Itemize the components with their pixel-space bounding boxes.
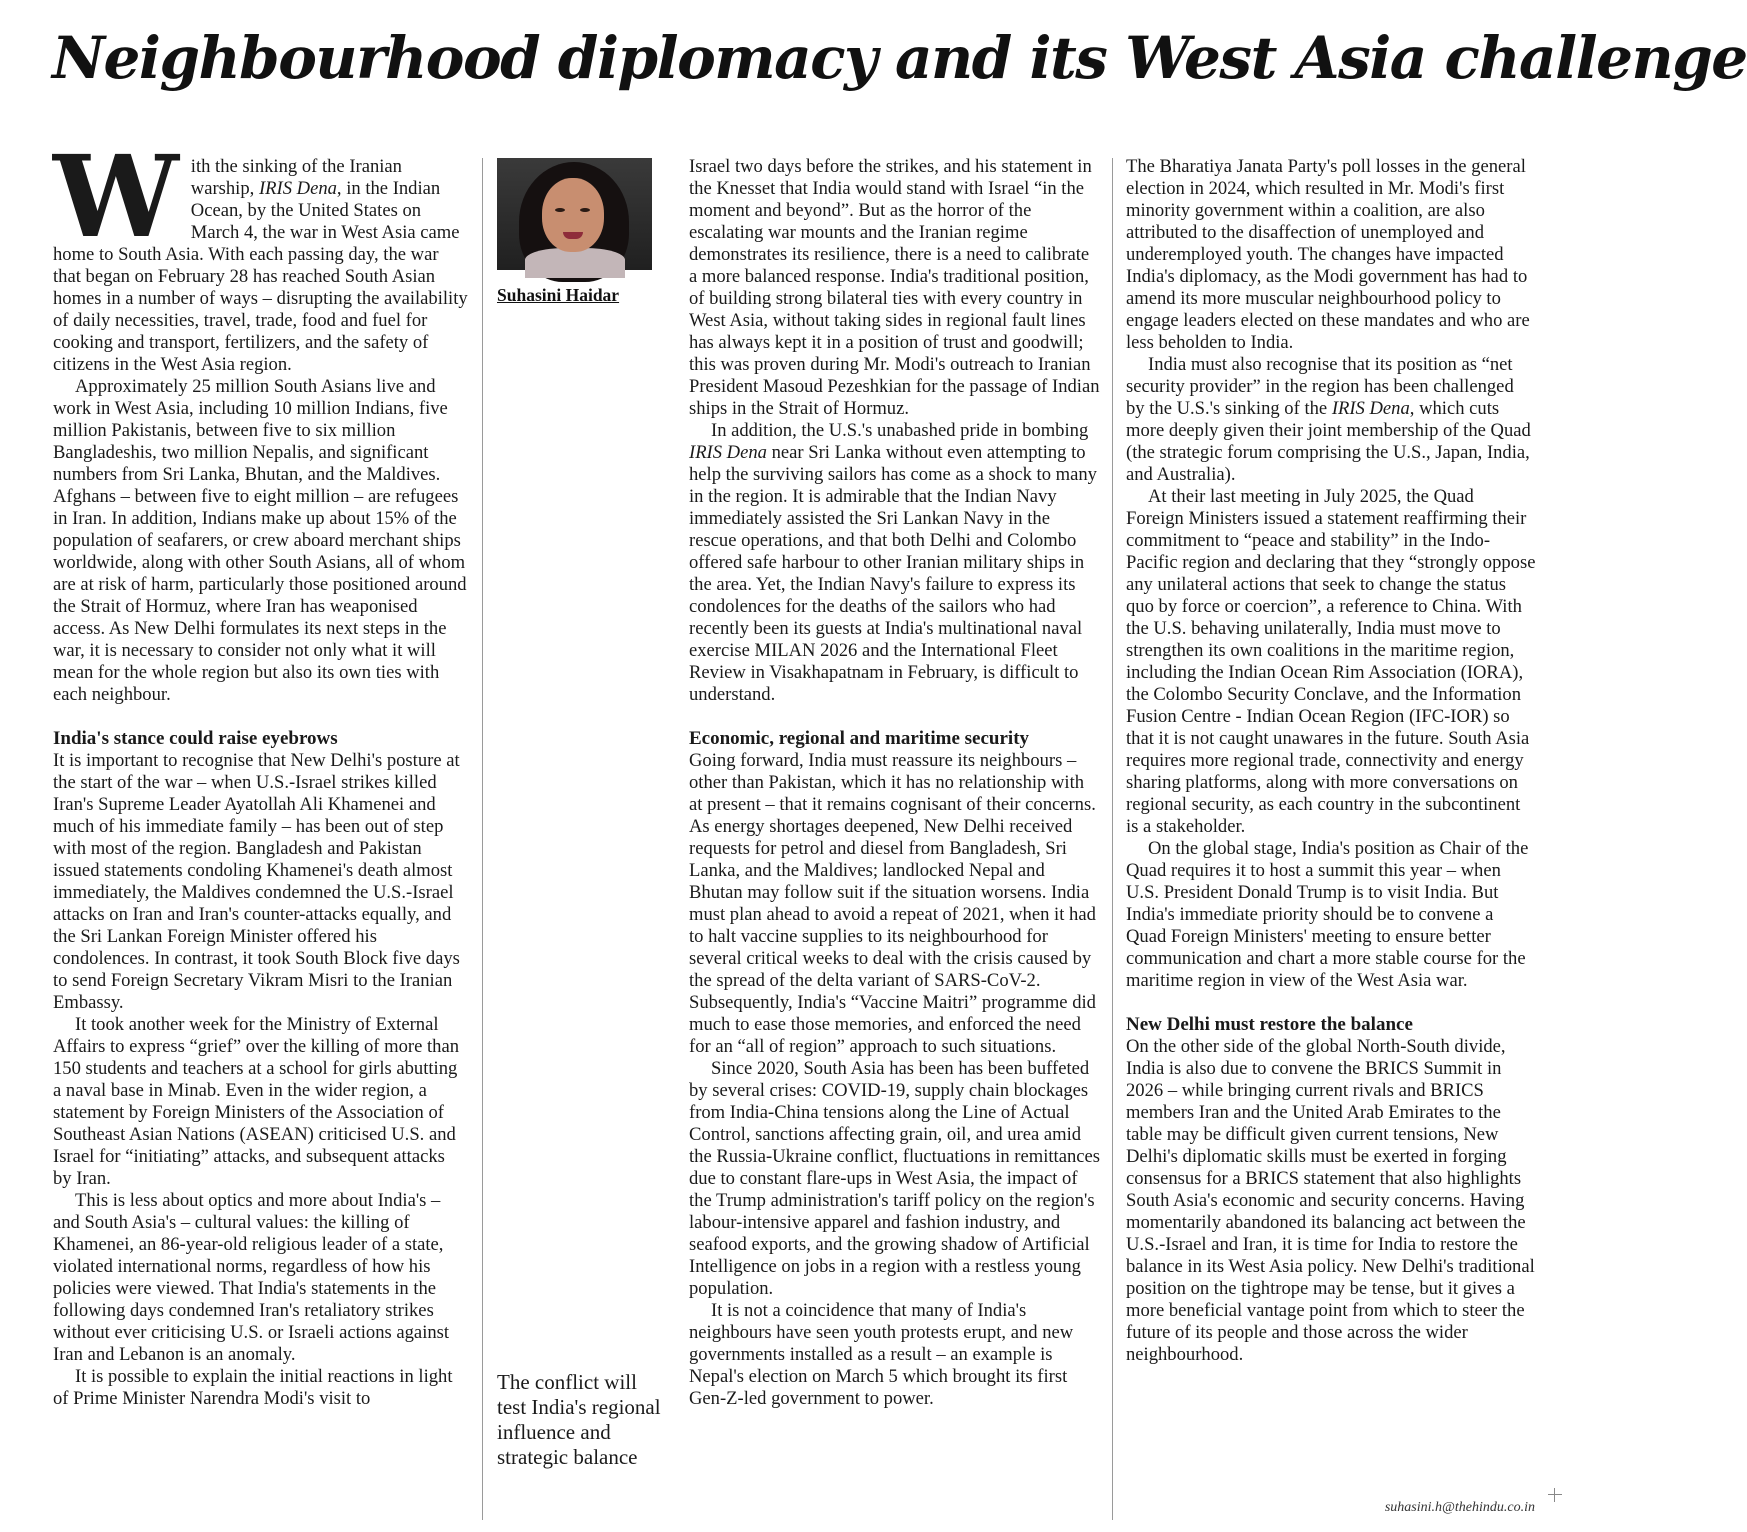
text-run: India must also recognise that its position as “net security provider” in the region has been challenged by the U.S.'s sinking of the xyxy=(1126,354,1514,419)
author-email: suhasini.h@thehindu.co.in xyxy=(1384,1500,1535,1515)
article-column-4 xyxy=(1126,156,1536,1366)
paragraph: Going forward, India must reassure its neighbours – other than Pakistan, which it has no relationship with at present – that it remains cognisant of their concerns. As energy shortages deepened, New Delhi received requests for petrol and diesel from Bangladesh, Sri Lanka, and the Maldives; landlocked Nepal and Bhutan may follow suit if the situation worsens. India must plan ahead to avoid a repeat of 2021, when it had to halt vaccine supplies to its neighbourhood for several critical weeks to deal with the crisis caused by the spread of the delta variant of SARS-CoV-2. Subsequently, India's “Vaccine Maitri” programme did much to ease those memories, and enforced the need for an “all of region” approach to such situations. xyxy=(689,750,1096,1057)
author-photo xyxy=(497,158,652,270)
paragraph: This is less about optics and more about India's – and South Asia's – cultural values: the killing of Khamenei, an 86-year-old religious leader of a state, violated international norms, regardless of how his policies were viewed. That India's statements in the following days condemned Iran's retaliatory strikes without ever criticising U.S. or Israeli actions against Iran and Lebanon is an anomaly. xyxy=(53,1190,450,1365)
paragraph: On the other side of the global North-South divide, India is also due to convene the BRICS Summit in 2026 – while bringing current rivals and BRICS members Iran and the United Arab Emirates to the table may be difficult given current tensions, New Delhi's diplomatic skills must be exerted in forging consensus for a BRICS statement that also highlights South Asia's economic and security concerns. Having momentarily abandoned its balancing act between the U.S.-Israel and Iran, it is time for India to restore the balance in its West Asia policy. New Delhi's traditional position on the tightrope may be tense, but it gives a more beneficial vantage point from which to steer the future of its people and those across the wider neighbourhood. xyxy=(1126,1036,1535,1365)
text-run: , which cuts more deeply given their joint membership of the Quad (the strategic forum comprising the U.S., Japan, India, and Australia). xyxy=(1126,398,1531,485)
paragraph: It is possible to explain the initial reactions in light of Prime Minister Narendra Modi's visit to xyxy=(53,1366,453,1409)
paragraph: It is not a coincidence that many of India's neighbours have seen youth protests erupt, and new governments installed as a result – an example is Nepal's election on March 5 which brought its first Gen-Z-led government to power. xyxy=(689,1300,1074,1409)
ship-name: IRIS Dena xyxy=(1331,398,1410,419)
subheading: Economic, regional and maritime security xyxy=(689,728,1030,749)
ship-name: IRIS Dena xyxy=(689,442,767,463)
paragraph: At their last meeting in July 2025, the Quad Foreign Ministers issued a statement reaffirming their commitment to “peace and stability” in the Indo-Pacific region and declaring that they “strongly oppose any unilateral actions that seek to change the status quo by force or coercion”, a reference to China. With the U.S. behaving unilaterally, India must move to strengthen its own coalitions in the maritime region, including the Indian Ocean Rim Association (IORA), the Colombo Security Conclave, and the Information Fusion Centre - Indian Ocean Region (IFC-IOR) so that it is not caught unawares in the future. South Asia requires more regional trade, connectivity and energy sharing platforms, along with more conversations on regional security, as each country in the subcontinent is a stakeholder. xyxy=(1126,486,1536,837)
drop-cap: W xyxy=(53,132,179,263)
pull-quote: The conflict will test India's regional influence and strategic balance xyxy=(497,1370,661,1469)
paragraph: It took another week for the Ministry of External Affairs to express “grief” over the killing of more than 150 students and teachers at a school for girls abutting a naval base in Minab. Even in the wider region, a statement by Foreign Ministers of the Association of Southeast Asian Nations (ASEAN) criticised U.S. and Israel for “initiating” attacks, and subsequent attacks by Iran. xyxy=(53,1014,460,1189)
paragraph xyxy=(1126,354,1536,486)
paragraph: On the global stage, India's position as Chair of the Quad requires it to host a summit this year – when U.S. President Donald Trump is to visit India. But India's immediate priority should be to convene a Quad Foreign Ministers' meeting to ensure better communication and chart a more stable course for the maritime region in view of the West Asia war. xyxy=(1126,838,1529,991)
photo-eye xyxy=(555,208,565,212)
paragraph: The Bharatiya Janata Party's poll losses in the general election in 2024, which resulted in Mr. Modi's first minority government within a coalition, are also attributed to the disaffection of unemployed and underemployed youth. The changes have impacted India's diplomacy, as the Modi government has had to amend its more muscular neighbourhood policy to engage leaders elected on these mandates and who are less beholden to India. xyxy=(1126,156,1530,353)
photo-shirt xyxy=(525,248,625,278)
text-run: ith the sinking of the Iranian warship, xyxy=(190,156,402,199)
photo-eye xyxy=(580,208,590,212)
subheading: New Delhi must restore the balance xyxy=(1126,1014,1413,1035)
ship-name: IRIS Dena xyxy=(258,178,337,199)
paragraph: Since 2020, South Asia has been has been buffeted by several crises: COVID-19, supply chain blockages from India-China tensions along the Line of Actual Control, sanctions affecting grain, oil, and urea amid the Russia-Ukraine conflict, fluctuations in remittances due to constant flare-ups in West Asia, the impact of the Trump administration's tariff policy on the region's labour-intensive apparel and fashion industry, and seafood exports, and the growing shadow of Artificial Intelligence on jobs in a region with a restless young population. xyxy=(689,1058,1101,1299)
article-column-3 xyxy=(689,156,1101,1410)
subheading: India's stance could raise eyebrows xyxy=(53,728,338,749)
headline: Neighbourhood diplomacy and its West Asia challenge xyxy=(52,24,1747,92)
article-column-1 xyxy=(53,132,468,1410)
paragraph: Approximately 25 million South Asians live and work in West Asia, including 10 million Indians, five million Pakistanis, between five to six million Bangladeshis, two million Nepalis, and significant numbers from Sri Lanka, Bhutan, and the Maldives. Afghans – between five to eight million – are refugees in Iran. In addition, Indians make up about 15% of the population of seafarers, or crew aboard merchant ships worldwide, along with other South Asians, all of whom are at risk of harm, particularly those positioned around the Strait of Hormuz, where Iran has weaponised access. As New Delhi formulates its next steps in the war, it is necessary to consider not only what it will mean for the whole region but also its own ties with each neighbour. xyxy=(53,376,467,705)
text-run: , in the Indian Ocean, by the United States on March 4, the war in West Asia came home to South Asia. With each passing day, the war that began on February 28 has reached South Asian homes in a number of ways – disrupting the availability of daily necessities, travel, trade, food and fuel for cooking and transport, fertilizers, and the safety of citizens in the West Asia region. xyxy=(53,178,468,375)
text-run: near Sri Lanka without even attempting to help the surviving sailors has come as a shock to many in the region. It is admirable that the Indian Navy immediately assisted the Sri Lankan Navy in the rescue operations, and that both Delhi and Colombo offered safe harbour to other Iranian military ships in the area. Yet, the Indian Navy's failure to express its condolences for the deaths of the sailors who had recently been its guests at India's multinational naval exercise MILAN 2026 and the International Fleet Review in Visakhapatnam in February, is difficult to understand. xyxy=(689,442,1097,705)
paragraph: It is important to recognise that New Delhi's posture at the start of the war – when U.S.-Israel strikes killed Iran's Supreme Leader Ayatollah Ali Khamenei and much of his immediate family – has been out of step with most of the region. Bangladesh and Pakistan issued statements condoling Khamenei's death almost immediately, the Maldives condemned the U.S.-Israel attacks on Iran and Iran's counter-attacks equally, and the Sri Lankan Foreign Minister offered his condolences. In contrast, it took South Block five days to send Foreign Secretary Vikram Misri to the Iranian Embassy. xyxy=(53,750,460,1013)
paragraph xyxy=(53,132,468,376)
column-divider xyxy=(1112,158,1113,1520)
column-divider xyxy=(482,158,483,1520)
crop-mark-icon xyxy=(1548,1488,1562,1502)
paragraph: Israel two days before the strikes, and his statement in the Knesset that India would stand with Israel “in the moment and beyond”. But as the horror of the escalating war mounts and the Iranian regime demonstrates its resilience, there is a need to calibrate a more balanced response. India's traditional position, of building strong bilateral ties with every country in West Asia, without taking sides in regional fault lines has always kept it in a position of trust and goodwill; this was proven during Mr. Modi's outreach to Iranian President Masoud Pezeshkian for the passage of Indian ships in the Strait of Hormuz. xyxy=(689,156,1100,419)
author-byline: Suhasini Haidar xyxy=(497,285,620,305)
paragraph xyxy=(689,420,1101,706)
text-run: In addition, the U.S.'s unabashed pride in bombing xyxy=(711,420,1089,441)
photo-face xyxy=(542,178,604,252)
